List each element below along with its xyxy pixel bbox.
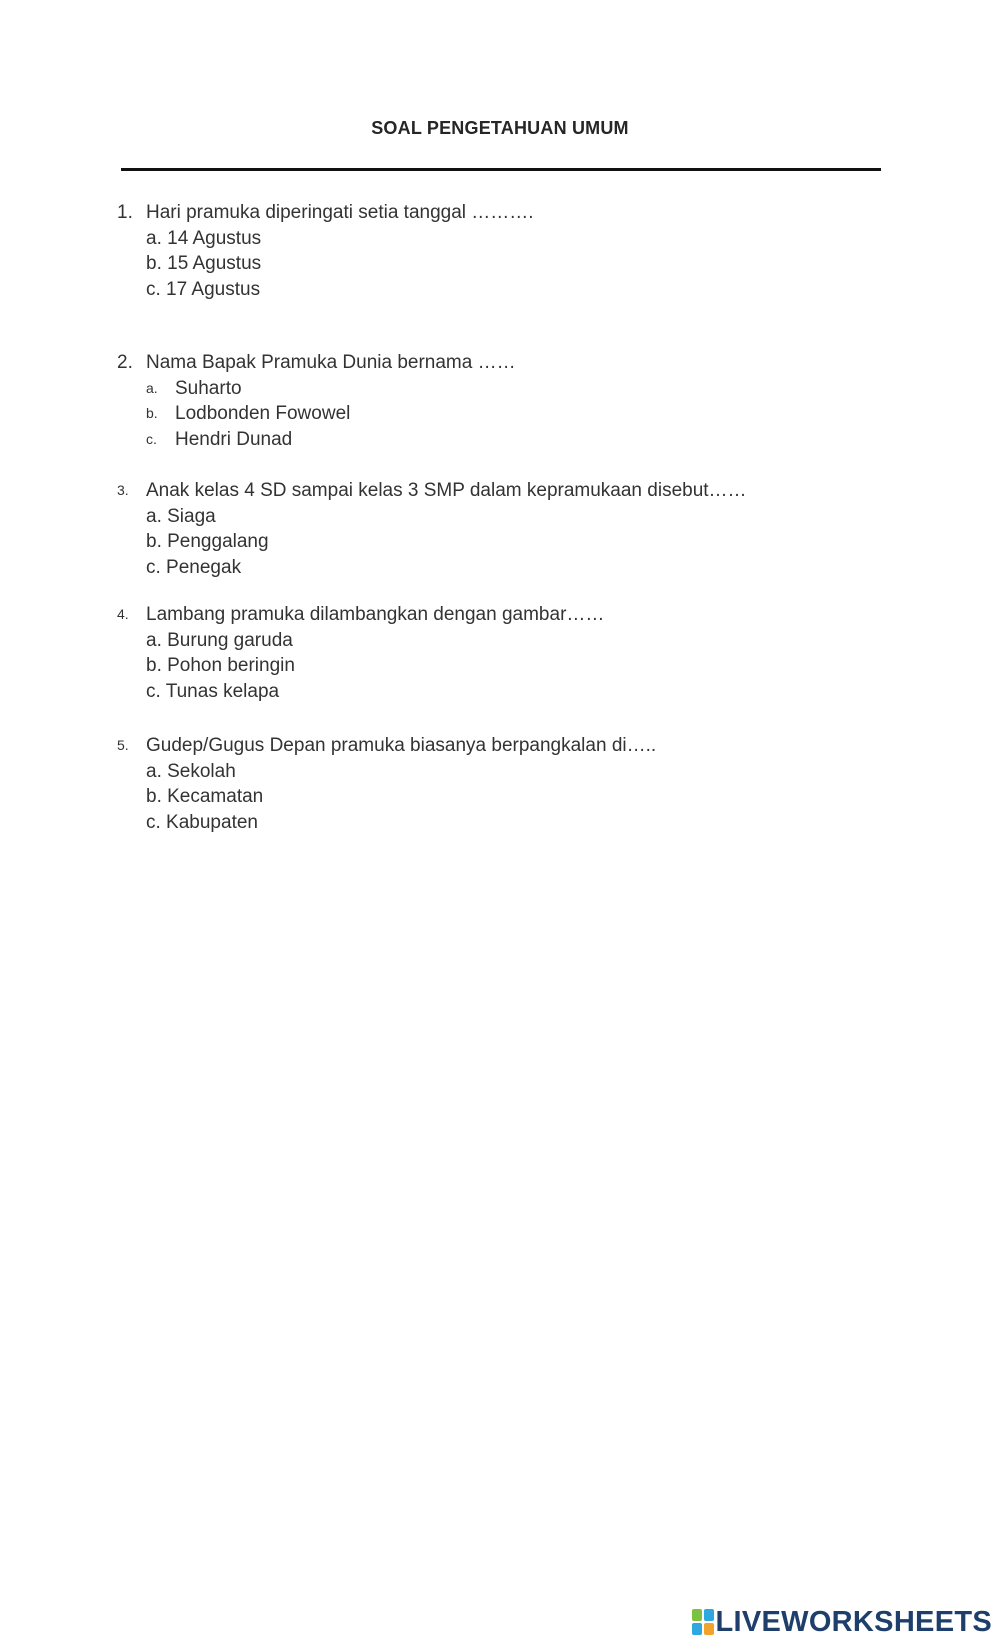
option-c: c. Tunas kelapa: [146, 680, 280, 702]
option-b: [117, 401, 917, 427]
question-number: 4.: [117, 606, 129, 622]
option-b: b. 15 Agustus: [146, 253, 262, 274]
option-letter: a.: [146, 379, 158, 396]
question-text: Anak kelas 4 SD sampai kelas 3 SMP dalam kepramukaan disebut……: [146, 480, 747, 501]
option-c: c. Kabupaten: [146, 811, 258, 833]
option-c: c. 17 Agustus: [146, 278, 261, 300]
option-letter: b.: [146, 405, 158, 421]
liveworksheets-logo-icon: [692, 1609, 714, 1635]
option-text: Suharto: [175, 377, 242, 399]
option-b: b. Kecamatan: [146, 786, 264, 807]
option-a: a. Burung garuda: [146, 629, 293, 651]
question-text: Hari pramuka diperingati setia tanggal ……….: [146, 202, 534, 223]
option-c: c. Penegak: [146, 556, 242, 578]
option-c: [117, 427, 917, 453]
title-divider: [121, 168, 881, 171]
question-4: [117, 602, 917, 704]
question-number: 1.: [117, 202, 133, 223]
question-5: [117, 733, 917, 835]
option-a: a. Siaga: [146, 505, 216, 527]
option-a: a. Sekolah: [146, 760, 236, 782]
liveworksheets-footer: [692, 1607, 993, 1637]
question-3: [117, 478, 917, 580]
option-text: Hendri Dunad: [175, 428, 293, 450]
option-b: b. Pohon beringin: [146, 655, 295, 676]
question-number: 2.: [117, 352, 133, 373]
option-letter: c.: [146, 430, 157, 447]
question-number: 5.: [117, 737, 129, 753]
option-a: [117, 376, 917, 402]
question-1: [117, 200, 917, 302]
brand-name: LIVEWORKSHEETS: [715, 1606, 992, 1638]
option-text: Lodbonden Fowowel: [175, 403, 351, 424]
question-text: Gudep/Gugus Depan pramuka biasanya berpangkalan di…..: [146, 735, 657, 756]
page-title: SOAL PENGETAHUAN UMUM: [371, 118, 629, 138]
option-b: b. Penggalang: [146, 531, 269, 552]
question-text: Lambang pramuka dilambangkan dengan gambar……: [146, 604, 605, 625]
question-number: 3.: [117, 482, 129, 498]
question-2: [117, 350, 917, 452]
option-a: a. 14 Agustus: [146, 227, 262, 249]
question-text: Nama Bapak Pramuka Dunia bernama ……: [146, 352, 516, 373]
